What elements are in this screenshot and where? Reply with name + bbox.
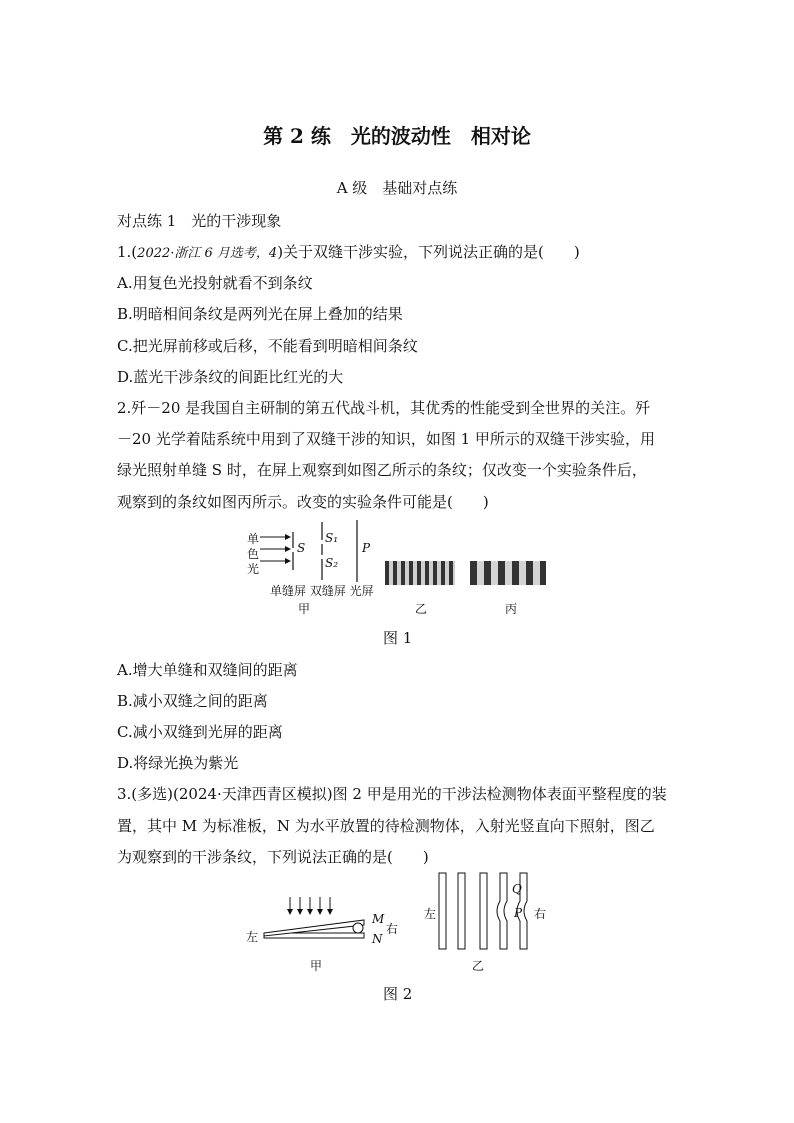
q2-line-3: 绿光照射单缝 S 时，在屏上观察到如图乙所示的条纹；仅改变一个实验条件后， xyxy=(117,461,647,479)
fringe-band xyxy=(439,873,446,949)
q2-option-a[interactable]: A.增大单缝和双缝间的距离 xyxy=(117,661,298,679)
fringe-pattern-yi xyxy=(385,561,455,585)
label-right-2: 右 xyxy=(534,907,547,921)
spacer-cylinder xyxy=(353,923,363,933)
fringe-band xyxy=(458,873,465,949)
q3-line-3: 为观察到的干涉条纹，下列说法正确的是( ) xyxy=(117,848,429,866)
level-heading: A 级 基础对点练 xyxy=(336,179,458,197)
label-p: P xyxy=(362,541,371,555)
sub-figure-yi: 乙 xyxy=(415,602,428,616)
sub-figure-bing: 丙 xyxy=(505,602,518,616)
label-n: N xyxy=(372,932,383,946)
label-q: Q xyxy=(512,882,522,896)
figure-1-caption: 图 1 xyxy=(383,629,413,647)
figure-2-caption: 图 2 xyxy=(383,985,413,1003)
light-label-3: 光 xyxy=(247,562,260,576)
q3-line-2: 置，其中 M 为标准板，N 为水平放置的待检测物体，入射光竖直向下照射，图乙 xyxy=(117,817,655,835)
slit-apparatus-diagram xyxy=(255,520,375,590)
wedge-apparatus-diagram xyxy=(262,893,372,943)
q1-stem: 1.(2022·浙江 6 月选考，4)关于双缝干涉实验，下列说法正确的是( ) xyxy=(117,243,580,261)
q2-line-1: 2.歼－20 是我国自主研制的第五代战斗机，其优秀的性能受到全世界的关注。歼 xyxy=(117,399,651,417)
q1-option-d[interactable]: D.蓝光干涉条纹的间距比红光的大 xyxy=(117,368,344,386)
label-p-2: P xyxy=(514,906,523,920)
q2-line-2: －20 光学着陆系统中用到了双缝干涉的知识，如图 1 甲所示的双缝干涉实验，用 xyxy=(117,430,655,448)
q2-line-4: 观察到的条纹如图丙所示。改变的实验条件可能是( ) xyxy=(117,493,489,511)
label-m: M xyxy=(372,912,385,926)
q2-option-c[interactable]: C.减小双缝到光屏的距离 xyxy=(117,723,283,741)
fringe-pattern-bing xyxy=(470,561,546,585)
q2-option-b[interactable]: B.减小双缝之间的距离 xyxy=(117,692,268,710)
light-label-2: 色 xyxy=(247,547,260,561)
label-left: 左 xyxy=(246,930,259,944)
sub-figure-jia: 甲 xyxy=(298,602,311,616)
bent-fringe-band xyxy=(497,873,507,949)
page-title: 第 2 练 光的波动性 相对论 xyxy=(263,124,531,148)
screens-label: 单缝屏 双缝屏 光屏 xyxy=(270,584,374,598)
fringe-band xyxy=(480,873,487,949)
q3-line-1: 3.(多选)(2024·天津西青区模拟)图 2 甲是用光的干涉法检测物体表面平整程度的装 xyxy=(117,785,667,803)
q1-option-c[interactable]: C.把光屏前移或后移，不能看到明暗相间条纹 xyxy=(117,337,418,355)
label-left-2: 左 xyxy=(424,907,437,921)
section-heading: 对点练 1 光的干涉现象 xyxy=(117,212,282,230)
label-s2: S₂ xyxy=(325,556,339,570)
q2-option-d[interactable]: D.将绿光换为紫光 xyxy=(117,754,239,772)
sub-figure-jia-2: 甲 xyxy=(310,959,323,973)
label-right: 右 xyxy=(386,922,399,936)
label-s: S xyxy=(297,541,306,555)
sub-figure-yi-2: 乙 xyxy=(472,959,485,973)
q1-option-b[interactable]: B.明暗相间条纹是两列光在屏上叠加的结果 xyxy=(117,305,403,323)
q1-option-a[interactable]: A.用复色光投射就看不到条纹 xyxy=(117,274,313,292)
light-label-1: 单 xyxy=(247,532,260,546)
label-s1: S₁ xyxy=(325,531,339,545)
